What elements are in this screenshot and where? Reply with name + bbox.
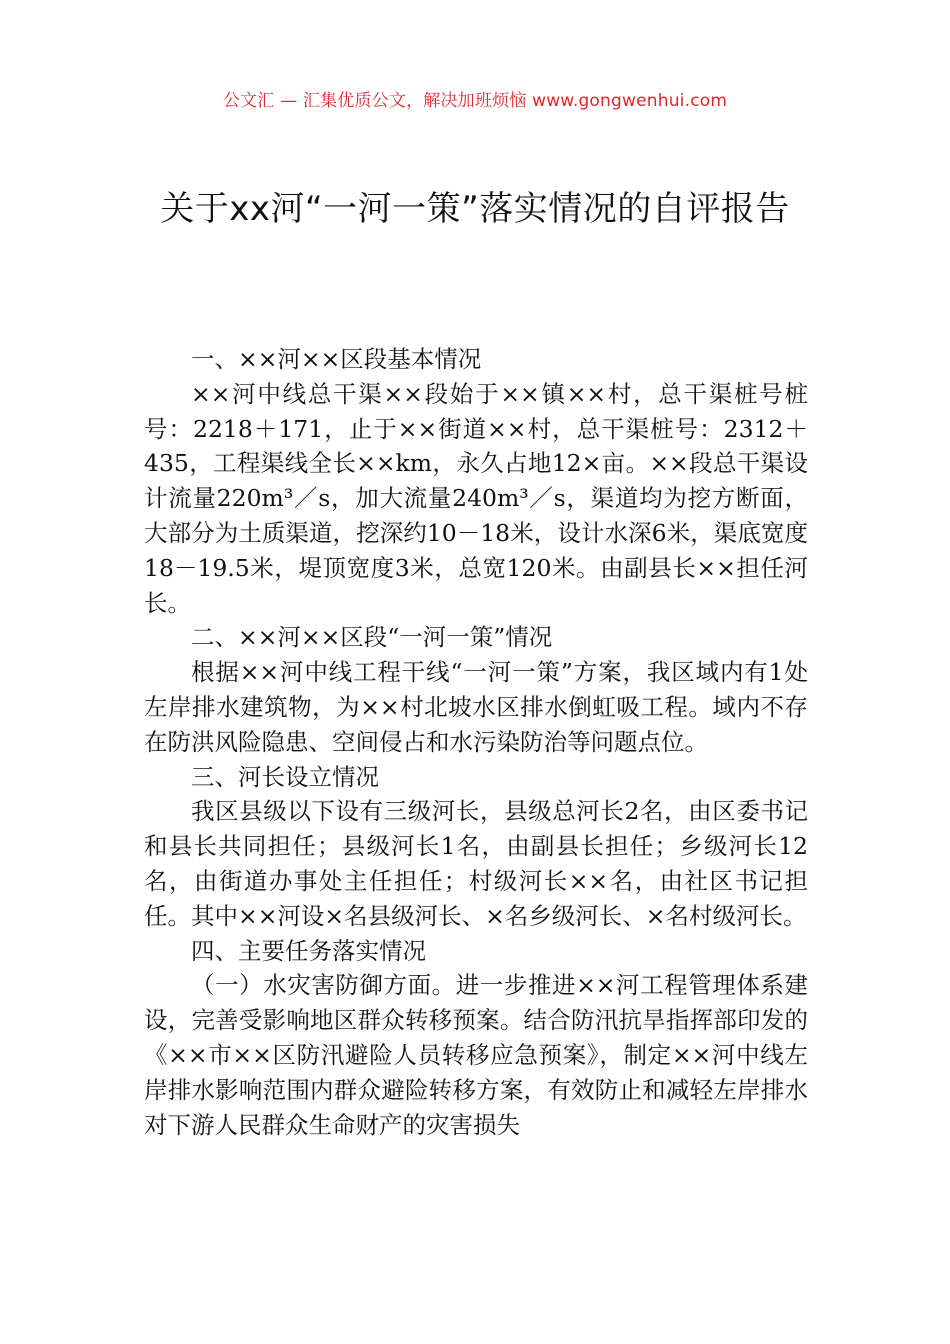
paragraph-basic-info: ××河中线总干渠××段始于××镇××村，总干渠桩号桩号：2218＋171，止于××街道××村，总干渠桩号：2312＋435，工程渠线全长××km，永久占地12×亩。××段总干渠设计流量220m³／s，加大流量240m³／s，渠道均为挖方断面，大部分为土质渠道，挖深约10－18米，设计水深6米，渠底宽度18－19.5米，堤顶宽度3米，总宽120米。由副县长××担任河长。 bbox=[144, 379, 808, 617]
paragraph-flood-defense: （一）水灾害防御方面。进一步推进××河工程管理体系建设，完善受影响地区群众转移预案。结合防汛抗旱指挥部印发的《××市××区防汛避险人员转移应急预案》，制定××河中线左岸排水影响范围内群众避险转移方案，有效防止和减轻左岸排水对下游人民群众生命财产的灾害损失 bbox=[144, 971, 808, 1139]
header-banner: 公文汇 — 汇集优质公文，解决加班烦恼 www.gongwenhui.com bbox=[222, 91, 728, 111]
section-heading-2: 二、××河××区段“一河一策”情况 bbox=[191, 623, 553, 652]
paragraph-river-chief: 我区县级以下设有三级河长，县级总河长2名，由区委书记和县长共同担任；县级河长1名，由副县长担任；乡级河长12名，由街道办事处主任担任；村级河长××名，由社区书记担任。其中××河设×名县级河长、×名乡级河长、×名村级河长。 bbox=[144, 797, 808, 930]
paragraph-one-river-one-policy: 根据××河中线工程干线“一河一策”方案，我区域内有1处左岸排水建筑物，为××村北坡水区排水倒虹吸工程。域内不存在防洪风险隐患、空间侵占和水污染防治等问题点位。 bbox=[144, 658, 808, 756]
document-title: 关于xx河“一河一策”落实情况的自评报告 bbox=[160, 189, 790, 229]
section-heading-1: 一、××河××区段基本情况 bbox=[191, 345, 482, 373]
document-body bbox=[144, 342, 808, 1142]
section-heading-4: 四、主要任务落实情况 bbox=[191, 936, 426, 965]
section-heading-3: 三、河长设立情况 bbox=[191, 762, 379, 791]
